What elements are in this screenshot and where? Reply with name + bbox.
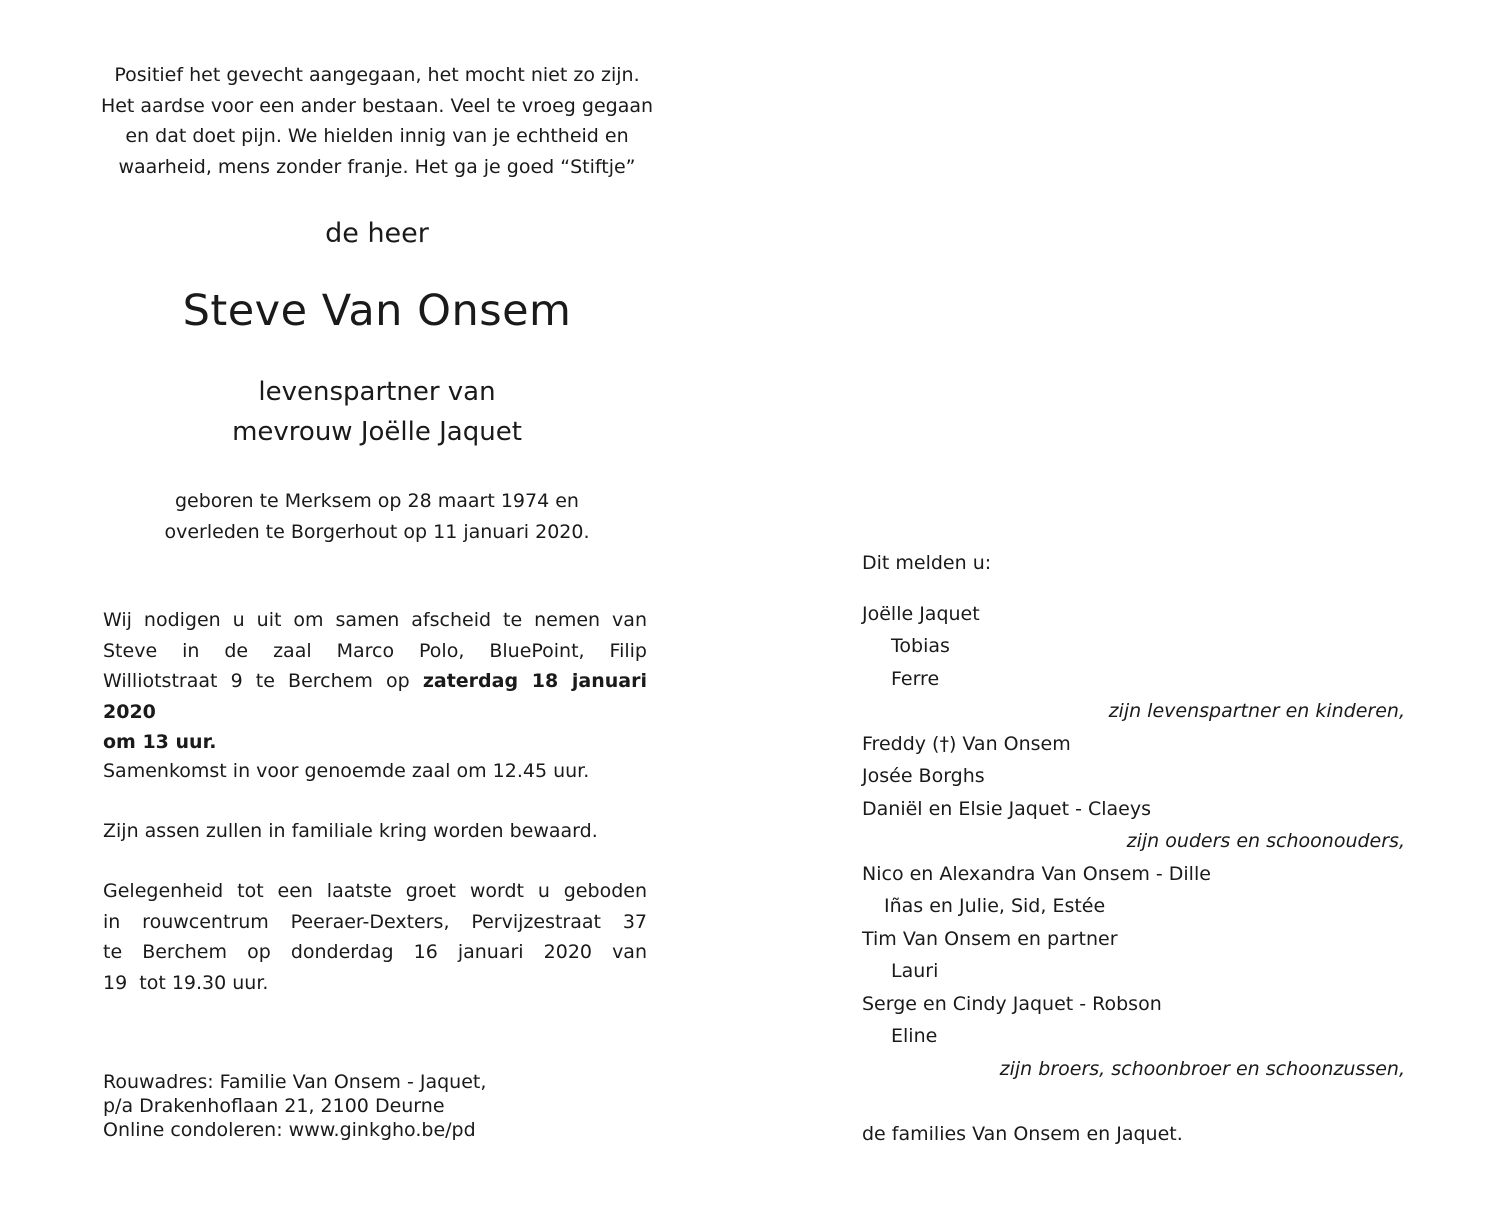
farewell-line: in rouwcentrum Peeraer-Dexters, Pervijzestraat 37 <box>103 910 647 933</box>
address-line: p/a Drakenhoflaan 21, 2100 Deurne <box>103 1095 445 1117</box>
mourning-address <box>103 1070 486 1142</box>
relation-caption: zijn ouders en schoonouders, <box>1126 830 1405 852</box>
child-name: Tobias <box>891 635 950 657</box>
sibling-children: Eline <box>891 1025 938 1047</box>
farewell-line: 19 tot 19.30 uur. <box>103 971 269 994</box>
invitation-line <box>103 727 647 758</box>
partner-info <box>87 372 667 452</box>
relation-caption: zijn broers, schoonbroer en schoonzussen, <box>999 1057 1405 1080</box>
partner-line-2: mevrouw Joëlle Jaquet <box>232 417 522 447</box>
death-line: overleden te Borgerhout op 11 januari 2020. <box>164 520 590 543</box>
right-panel <box>862 547 1405 1151</box>
poem <box>87 60 667 182</box>
invitation-date: zaterdag 18 januari 2020 <box>103 670 647 723</box>
invitation-text: Williotstraat 9 te Berchem op <box>103 670 423 692</box>
gathering-text: Samenkomst in voor genoemde zaal om 12.45 uur. <box>103 760 590 782</box>
relation-caption: zijn levenspartner en kinderen, <box>1108 700 1405 722</box>
poem-line: waarheid, mens zonder franje. Het ga je goed “Stiftje” <box>118 155 636 178</box>
sibling-children: Lauri <box>891 960 939 982</box>
partner-line-1: levenspartner van <box>258 377 496 407</box>
sibling-children: Iñas en Julie, Sid, Estée <box>884 895 1106 917</box>
invitation-time: om 13 uur. <box>103 731 217 753</box>
left-panel <box>87 60 667 1141</box>
poem-line: Het aardse voor een ander bestaan. Veel te vroeg gegaan <box>100 94 654 117</box>
announce-intro: Dit melden u: <box>862 552 992 574</box>
birth-line: geboren te Merksem op 28 maart 1974 en <box>175 490 579 512</box>
invitation-line <box>103 666 647 727</box>
ashes-text: Zijn assen zullen in familiale kring worden bewaard. <box>103 820 598 842</box>
parent-name: Freddy (†) Van Onsem <box>862 732 1071 755</box>
parent-name: Daniël en Elsie Jaquet - Claeys <box>862 797 1152 820</box>
invitation-paragraph <box>103 605 647 758</box>
deceased-name: Steve Van Onsem <box>182 286 572 336</box>
farewell-line: Gelegenheid tot een laatste groet wordt u geboden <box>103 880 647 902</box>
partner-name: Joëlle Jaquet <box>862 602 980 625</box>
farewell-paragraph <box>103 876 647 998</box>
honorific: de heer <box>325 218 429 249</box>
poem-line: Positief het gevecht aangegaan, het mocht niet zo zijn. <box>114 64 640 86</box>
condolence-line: Online condoleren: www.ginkgho.be/pd <box>103 1119 476 1141</box>
sibling-name: Tim Van Onsem en partner <box>862 927 1118 950</box>
farewell-line: te Berchem op donderdag 16 januari 2020 van <box>103 941 647 963</box>
poem-line: en dat doet pijn. We hielden innig van je echtheid en <box>125 125 629 147</box>
invitation-line: Wij nodigen u uit om samen afscheid te nemen van <box>103 609 647 631</box>
address-line: Rouwadres: Familie Van Onsem - Jaquet, <box>103 1071 487 1093</box>
birth-death-dates <box>87 486 667 547</box>
invitation-line: Steve in de zaal Marco Polo, BluePoint, Filip <box>103 639 647 662</box>
parent-name: Josée Borghs <box>862 765 985 787</box>
sibling-name: Serge en Cindy Jaquet - Robson <box>862 992 1162 1015</box>
child-name: Ferre <box>891 667 940 690</box>
sibling-name: Nico en Alexandra Van Onsem - Dille <box>862 862 1211 885</box>
families-line: de families Van Onsem en Jaquet. <box>862 1123 1183 1145</box>
